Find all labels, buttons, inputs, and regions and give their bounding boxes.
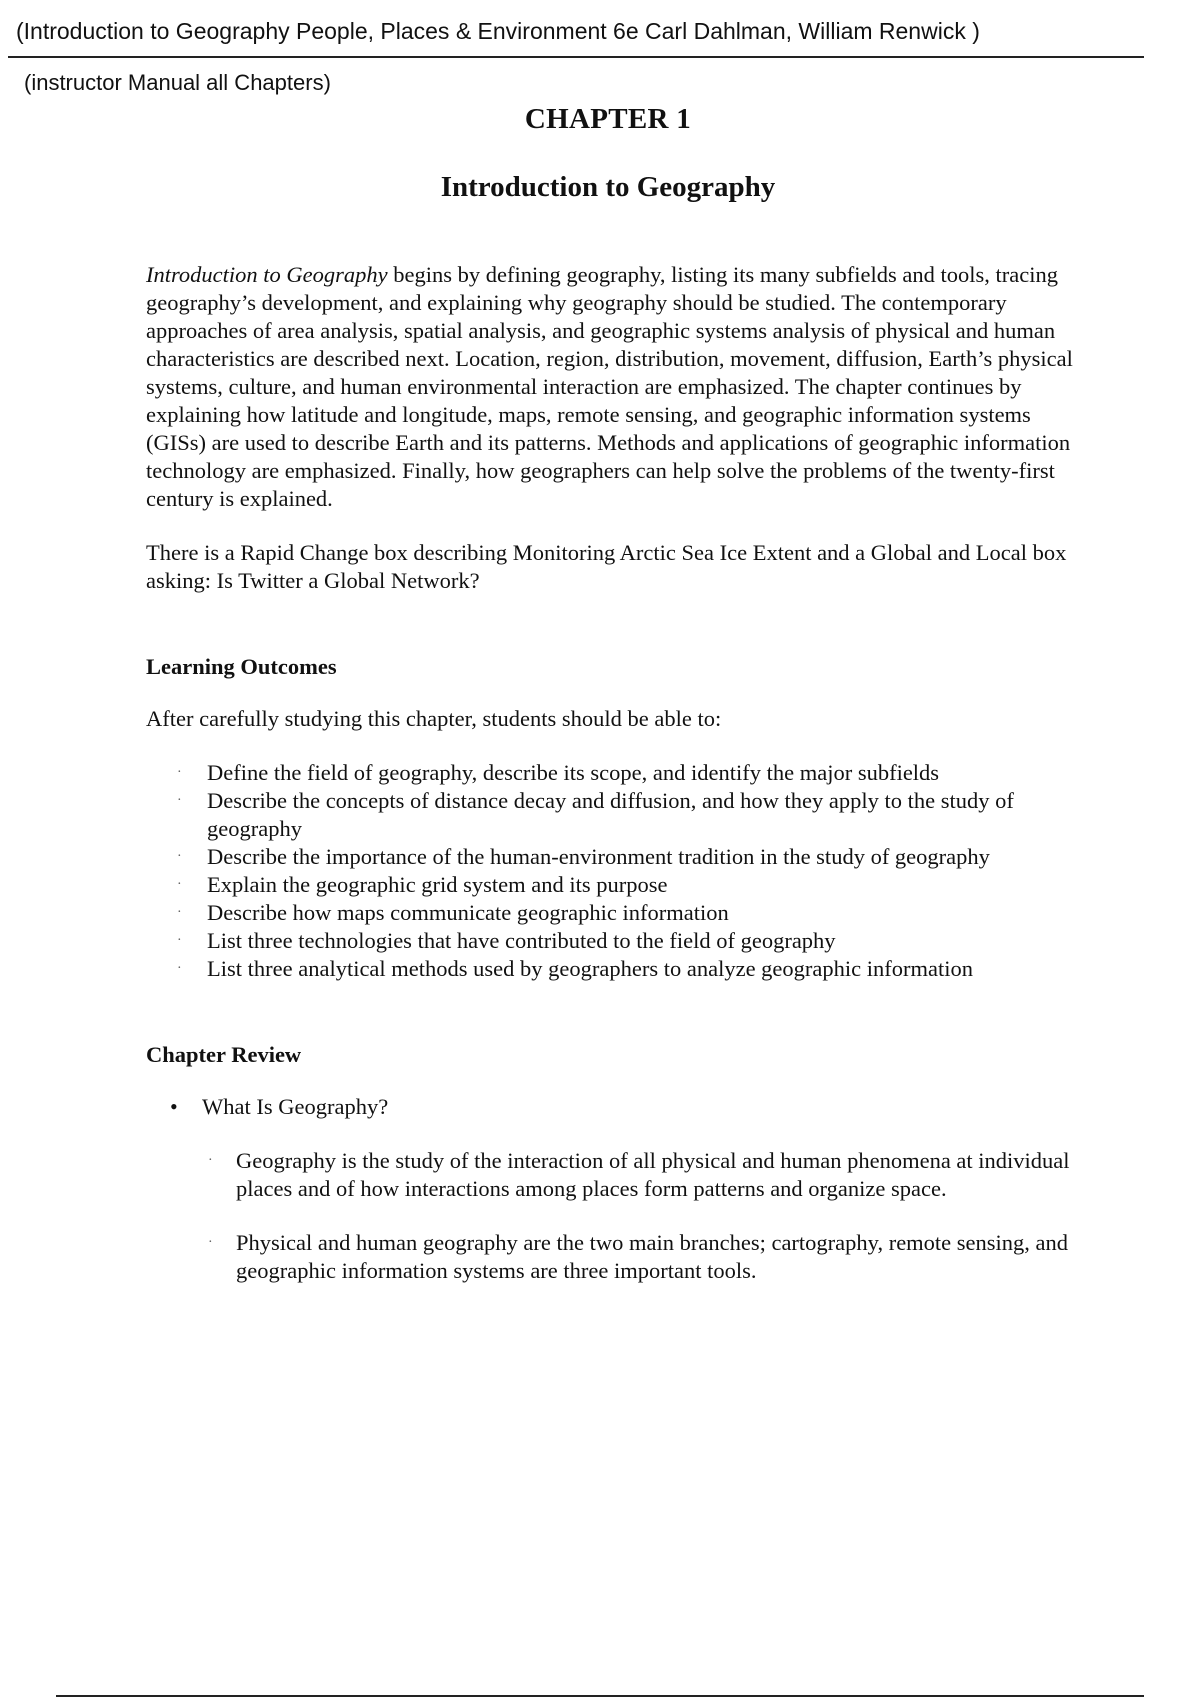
boxes-paragraph: There is a Rapid Change box describing Monitoring Arctic Sea Ice Extent and a Global and Local box asking: Is Twitter a Global Network? (146, 540, 1067, 593)
chapter-content (146, 261, 1096, 1311)
list-item: · List three technologies that have contributed to the field of geography (177, 928, 836, 953)
header-divider (8, 56, 1144, 58)
learning-outcomes-list (146, 759, 1096, 983)
bullet-icon: · (177, 933, 182, 948)
review-points-list (146, 1147, 1096, 1285)
review-topic-label: What Is Geography? (202, 1094, 389, 1119)
bullet-icon: · (177, 765, 182, 780)
list-item: · Describe the concepts of distance decay and diffusion, and how they apply to the study of geography (177, 788, 1014, 841)
chapter-number: CHAPTER 1 (524, 103, 692, 135)
list-item: · Explain the geographic grid system and its purpose (177, 872, 668, 897)
list-item: · Geography is the study of the interaction of all physical and human phenomena at individual places and of how interactions among places form patterns and organize space. (208, 1148, 1070, 1201)
chapter-review-heading: Chapter Review (146, 1042, 302, 1067)
bullet-icon: • (170, 1094, 178, 1119)
list-item: · Physical and human geography are the two main branches; cartography, remote sensing, and geographic information systems are three important tools. (208, 1230, 1069, 1283)
intro-italic-title: Introduction to Geography (146, 262, 388, 287)
document-header-subtitle: (instructor Manual all Chapters) (24, 70, 331, 95)
learning-outcomes-lead: After carefully studying this chapter, students should be able to: (146, 706, 722, 731)
list-item: · List three analytical methods used by geographers to analyze geographic information (177, 956, 973, 981)
review-topic (146, 1093, 1096, 1121)
document-header-title: (Introduction to Geography People, Places & Environment 6e Carl Dahlman, William Renwick ) (16, 18, 980, 44)
bullet-icon: · (177, 961, 182, 976)
bullet-icon: · (208, 1235, 213, 1250)
bullet-icon: · (208, 1153, 213, 1168)
bullet-icon: · (177, 905, 182, 920)
list-item: · Describe how maps communicate geographic information (177, 900, 729, 925)
bullet-icon: · (177, 849, 182, 864)
footer-divider (56, 1695, 1144, 1697)
list-item: · Define the field of geography, describe its scope, and identify the major subfields (177, 760, 940, 785)
bullet-icon: · (177, 793, 182, 808)
intro-text: begins by defining geography, listing its many subfields and tools, tracing geography’s development, and explaining why geography should be studied. The contemporary approaches of area analysis, spatial analysis, and geographic systems analysis of physical and human characteristics are described next. Location, region, distribution, movement, diffusion, Earth’s physical systems, culture, and human environmental interaction are emphasized. The chapter continues by explaining how latitude and longitude, maps, remote sensing, and geographic information systems (GISs) are used to describe Earth and its patterns. Methods and applications of geographic information technology are emphasized. Finally, how geographers can help solve the problems of the twenty-first century is explained. (146, 262, 1073, 511)
list-item: · Describe the importance of the human-environment tradition in the study of geography (177, 844, 990, 869)
chapter-title: Introduction to Geography (440, 171, 776, 203)
intro-paragraph (146, 261, 1096, 513)
learning-outcomes-heading: Learning Outcomes (146, 654, 337, 679)
bullet-icon: · (177, 877, 182, 892)
